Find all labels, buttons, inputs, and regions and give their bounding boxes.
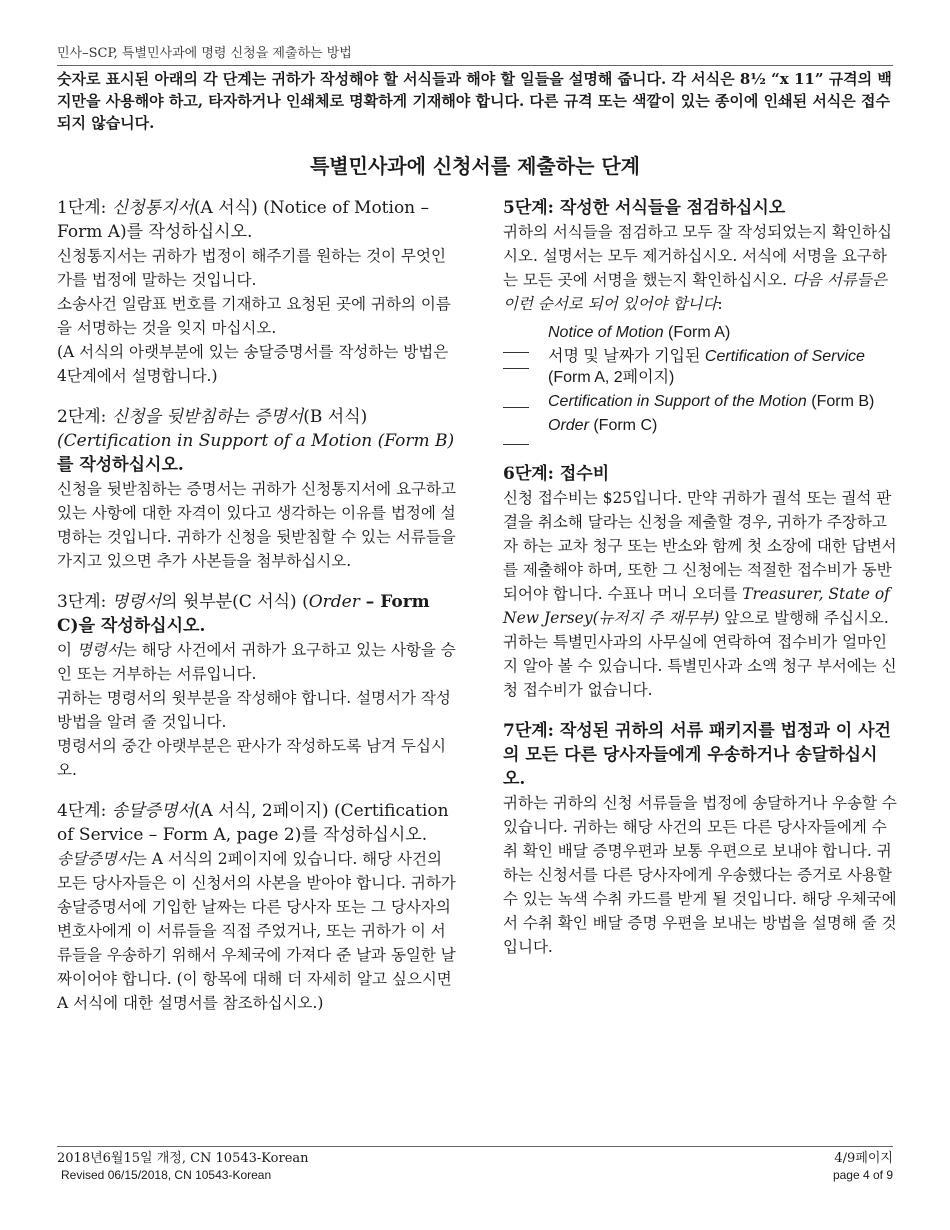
- step-3-form-name: 명령서: [111, 592, 162, 612]
- step-3-text-1a: 이: [57, 641, 77, 659]
- step-3: [57, 590, 457, 782]
- checkbox-line: [503, 444, 529, 445]
- step-3-form-ref: 의 윗부분(C 서식) (: [161, 592, 309, 612]
- checklist-item-2-prefix: 서명 및 날짜가 기입된: [548, 348, 705, 365]
- step-3-text-1b: 명령서: [76, 641, 122, 659]
- step-6: [503, 462, 898, 702]
- page-title: 특별민사과에 신청서를 제출하는 단계: [309, 154, 640, 178]
- checklist-item: [503, 415, 898, 436]
- checklist-item-2-name: Certification of Service: [704, 348, 865, 365]
- checklist-item-3-name: Certification in Support of the Motion: [548, 393, 807, 410]
- step-1-title: [57, 196, 457, 244]
- checklist-item: [503, 346, 898, 388]
- step-4-label: 4단계:: [57, 801, 112, 821]
- step-3-text-3: 명령서의 중간 아랫부분은 판사가 작성하도록 남겨 두십시오.: [57, 737, 446, 779]
- step-6-text-1a: 신청 접수비는 $25입니다. 만약 귀하가 궐석 또는 궐석 판결을 취소해 달라는 신청을 제출할 경우, 귀하가 주장하고자 하는 교차 청구 또는 반소와 함께 첫 소장에 대한 답변서를 제출해야 하며, 또한 그 신청에는 적절한 접수비가 동반되어야 합니다. 수표나 머니 오더를: [503, 489, 897, 603]
- footer-revision-ko: 2018년6월15일 개정, CN 10543-Korean: [57, 1151, 309, 1166]
- checklist-item: [503, 391, 898, 412]
- step-2-form-name: 신청을 뒷받침하는 증명서: [111, 407, 304, 427]
- step-6-title: 6단계: 접수비: [503, 464, 610, 484]
- checklist-item-2-form: (Form A, 2페이지): [548, 369, 675, 386]
- step-5: [503, 196, 898, 445]
- step-4-text-1: [57, 847, 457, 1015]
- step-4-action: 를 작성하십시오.: [301, 825, 428, 845]
- step-3-text-1: [57, 638, 457, 686]
- step-3-text-1c: 는 해당 사건에서 귀하가 요구하고 있는 사항을 승인 또는 거부하는 서류입니다.: [57, 641, 456, 683]
- step-7-title: 7단계: 작성된 귀하의 서류 패키지를 법정과 이 사건의 모든 다른 당사자들에게 우송하거나 송달하십시오.: [503, 721, 891, 789]
- step-4-title: [57, 799, 457, 847]
- checklist-item-1-form: (Form A): [663, 324, 731, 341]
- checklist-item: [503, 322, 898, 343]
- footer-page-number: [833, 1150, 893, 1184]
- checklist-item-4-form: (Form C): [588, 417, 658, 434]
- right-column: [503, 196, 898, 976]
- step-6-text-1: [503, 486, 898, 702]
- footer-page-ko: 4/9페이지: [834, 1151, 893, 1166]
- step-5-title: 5단계: 작성한 서식들을 점검하십시오: [503, 198, 786, 218]
- checklist-item-1-name: Notice of Motion: [548, 324, 664, 341]
- step-3-action: – Form C)을 작성하십시오.: [57, 592, 430, 636]
- step-2-text-1: 신청을 뒷받침하는 증명서는 귀하가 신청통지서에 요구하고 있는 사항에 대한 자격이 있다고 생각하는 이유를 법정에 설명하는 것입니다. 귀하가 신청을 뒷받침할 수 있는 서류들을 가지고 있으면 추가 사본들을 첨부하십시오.: [57, 480, 456, 570]
- step-6-text-1b: Treasurer, State of New Jersey(뉴저지 주 재무부): [503, 585, 890, 627]
- step-4-form-ref: (A 서식, 2페이지) (Certification of Service – Form A, page 2): [57, 801, 449, 845]
- step-4-text-1b: 는 A 서식의 2페이지에 있습니다. 해당 사건의 모든 당사자들은 이 신청서의 사본을 받아야 합니다. 귀하가 송달증명서에 기입한 날짜는 다른 당사자 또는 그 당사자의 변호사에게 이 서류들을 직접 주었거나, 또는 귀하가 이 서류들을 우송하기 위해서 우체국에 가져다 준 날과 동일한 날짜이어야 합니다. (이 항목에 대해 더 자세히 알고 싶으시면 A 서식에 대한 설명서를 참조하십시오.): [57, 850, 456, 1012]
- step-3-label: 3단계:: [57, 592, 112, 612]
- step-5-text-1b: 다음 서류들은 이런 순서로 되어 있어야 합니다: [503, 271, 887, 313]
- step-3-form-english: Order: [308, 592, 360, 612]
- step-5-text-1: [503, 220, 898, 316]
- step-7-text-1: 귀하는 귀하의 신청 서류들을 법정에 송달하거나 우송할 수 있습니다. 귀하는 해당 사건의 모든 다른 당사자들에게 수취 확인 배달 증명우편과 보통 우편으로 보내야 합니다. 귀하는 신청서를 다른 당사자에게 우송했다는 증거로 사용할 수 있는 녹색 수취 카드를 받게 될 것입니다. 해당 우체국에서 수취 확인 배달 증명 우편을 보내는 방법을 설명해 줄 것입니다.: [503, 794, 897, 956]
- intro-paragraph: 숫자로 표시된 아래의 각 단계는 귀하가 작성해야 할 서식들과 해야 할 일들을 설명해 줍니다. 각 서식은 8½ “x 11” 규격의 백지만을 사용해야 하고, 타자하거나 인쇄체로 명확하게 기재해야 합니다. 다른 규격 또는 색깔이 있는 종이에 인쇄된 서식은 접수되지 않습니다.: [57, 70, 892, 132]
- left-column: [57, 196, 457, 1032]
- step-1-text-1: 신청통지서는 귀하가 법정이 해주기를 원하는 것이 무엇인가를 법정에 말하는 것입니다.: [57, 247, 446, 289]
- checkbox-line: [503, 407, 529, 408]
- document-checklist: [503, 322, 898, 445]
- step-4-text-1a: 송달증명서: [57, 850, 132, 868]
- checkbox-line: [503, 368, 529, 369]
- footer-revision: [57, 1150, 309, 1184]
- step-5-text-1c: :: [717, 295, 723, 313]
- step-1-form-name: 신청통지서: [111, 198, 194, 218]
- checklist-item-3-form: (Form B): [806, 393, 875, 410]
- step-1-form-ref: (A 서식) (Notice of Motion – Form A): [57, 198, 430, 242]
- checklist-item-4-name: Order: [548, 417, 589, 434]
- step-6-text-1c: 앞으로 발행해 주십시오. 귀하는 특별민사과의 사무실에 연락하여 접수비가 얼마인지 알아 볼 수 있습니다. 특별민사과 소액 청구 부서에는 신청 접수비가 없습니다.: [503, 609, 897, 699]
- running-header: 민사–SCP, 특별민사과에 명령 신청을 제출하는 방법: [57, 46, 352, 61]
- step-2: [57, 405, 457, 573]
- step-2-title: [57, 405, 457, 477]
- step-1-action: 를 작성하십시오.: [126, 222, 253, 242]
- step-1-text-3: (A 서식의 아랫부분에 있는 송달증명서를 작성하는 방법은 4단계에서 설명합니다.): [57, 343, 449, 385]
- step-4: [57, 799, 457, 1015]
- step-7: [503, 719, 898, 959]
- step-1-text-2: 소송사건 일람표 번호를 기재하고 요청된 곳에 귀하의 이름을 서명하는 것을 잊지 마십시오.: [57, 295, 451, 337]
- step-1: [57, 196, 457, 388]
- step-3-text-2: 귀하는 명령서의 윗부분을 작성해야 합니다. 설명서가 작성 방법을 알려 줄 것입니다.: [57, 689, 451, 731]
- step-1-label: 1단계:: [57, 198, 112, 218]
- step-2-form-english: (Certification in Support of a Motion (Form B): [57, 431, 455, 451]
- footer-divider: [57, 1146, 893, 1147]
- step-2-label: 2단계:: [57, 407, 112, 427]
- step-3-title: [57, 590, 457, 638]
- step-2-action: 를 작성하십시오.: [57, 455, 184, 475]
- step-5-text-1a: 귀하의 서식들을 점검하고 모두 잘 작성되었는지 확인하십시오. 설명서는 모두 제거하십시오. 서식에 서명을 요구하는 모든 곳에 서명을 했는지 확인하십시오.: [503, 223, 892, 289]
- step-2-form-ref: (B 서식): [303, 407, 368, 427]
- header-divider: [57, 65, 893, 66]
- footer-revision-en: Revised 06/15/2018, CN 10543-Korean: [61, 1168, 272, 1182]
- footer-page-en: page 4 of 9: [832, 1168, 893, 1182]
- step-4-form-name: 송달증명서: [111, 801, 194, 821]
